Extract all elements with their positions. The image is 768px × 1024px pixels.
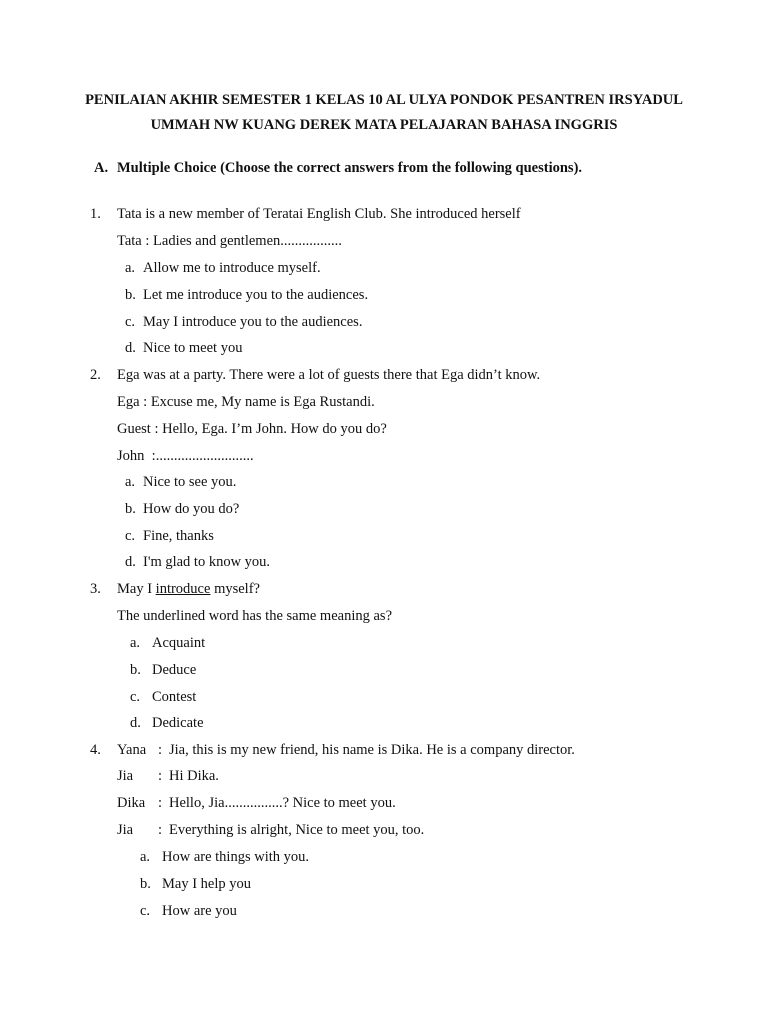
option-letter: b. [130, 662, 141, 678]
option-a [125, 473, 236, 491]
question-number: 2. [90, 367, 101, 383]
dialog-speaker: Jia [117, 768, 134, 784]
option-letter: a. [125, 474, 136, 490]
dialog-separator: : [144, 448, 156, 464]
question-number: 4. [90, 742, 101, 758]
option-letter: c. [125, 528, 136, 544]
dialog-separator: : [150, 421, 163, 437]
option-text: How are things with you. [162, 849, 309, 865]
option-d [125, 553, 270, 571]
option-letter: b. [140, 876, 151, 892]
question-stem: Ega was at a party. There were a lot of guests there that Ega didn’t know. [117, 367, 541, 383]
stem-after: myself? [210, 581, 260, 597]
option-text: I'm glad to know you. [143, 554, 271, 570]
question-number: 1. [90, 206, 101, 222]
option-text: May I help you [162, 876, 251, 892]
option-c [140, 902, 237, 920]
dialog-speaker: Yana [117, 742, 147, 758]
dialog-separator: : [139, 394, 151, 410]
dialog-line [117, 393, 375, 411]
option-letter: c. [125, 314, 136, 330]
dialog-speaker: Dika [117, 795, 146, 811]
document-title-line-2: UMMAH NW KUANG DEREK MATA PELAJARAN BAHASA INGGRIS [150, 117, 618, 133]
dialog-speaker: Guest [117, 421, 151, 437]
dialog-separator: : [158, 795, 163, 811]
option-letter: c. [130, 689, 141, 705]
question-number: 3. [90, 581, 101, 597]
option-b [125, 286, 368, 304]
underlined-word: introduce [155, 581, 211, 597]
option-letter: c. [140, 903, 151, 919]
section-heading-text: Multiple Choice (Choose the correct answers from the following questions). [117, 160, 583, 176]
dialog-separator: : [141, 233, 154, 249]
option-c [130, 688, 196, 706]
option-text: Allow me to introduce myself. [143, 260, 321, 276]
option-text: May I introduce you to the audiences. [143, 314, 363, 330]
dialog-speaker: Jia [117, 822, 134, 838]
dialog-separator: : [158, 768, 163, 784]
option-d [130, 714, 204, 732]
dialog-separator: : [158, 742, 163, 758]
option-letter: b. [125, 501, 136, 517]
option-d [125, 339, 242, 357]
option-text: How are you [162, 903, 237, 919]
option-text: Acquaint [152, 635, 206, 651]
option-letter: a. [140, 849, 151, 865]
option-text: Contest [152, 689, 197, 705]
option-c [125, 527, 214, 545]
option-letter: d. [125, 554, 136, 570]
section-letter: A. [94, 160, 109, 176]
stem-before: May I [117, 581, 156, 597]
option-a [140, 848, 309, 866]
dialog-text: Everything is alright, Nice to meet you, too. [169, 822, 425, 838]
dialog-text: ........................... [155, 448, 254, 464]
dialog-speaker: Ega [117, 394, 140, 410]
option-letter: a. [125, 260, 136, 276]
option-text: Fine, thanks [143, 528, 214, 544]
option-text: Let me introduce you to the audiences. [143, 287, 369, 303]
dialog-text: Hello, Ega. I’m John. How do you do? [162, 421, 387, 437]
question-instruction: The underlined word has the same meaning as? [117, 608, 393, 624]
option-letter: a. [130, 635, 141, 651]
dialog-speaker: John [117, 448, 145, 464]
dialog-line [117, 420, 387, 438]
section-heading [94, 160, 582, 177]
option-a [125, 259, 321, 277]
option-letter: b. [125, 287, 136, 303]
option-letter: d. [130, 715, 141, 731]
dialog-text: Excuse me, My name is Ega Rustandi. [150, 394, 375, 410]
option-text: Dedicate [152, 715, 204, 731]
dialog-separator: : [158, 822, 163, 838]
question-stem: Tata is a new member of Teratai English Club. She introduced herself [117, 206, 521, 222]
option-text: Deduce [152, 662, 197, 678]
option-b [130, 661, 196, 679]
option-letter: d. [125, 340, 136, 356]
dialog-line [117, 232, 342, 250]
option-a [130, 634, 205, 652]
option-text: Nice to meet you [143, 340, 243, 356]
dialog-speaker: Tata [117, 233, 142, 249]
option-text: Nice to see you. [143, 474, 237, 490]
option-c [125, 313, 362, 331]
option-b [140, 875, 251, 893]
option-text: How do you do? [143, 501, 240, 517]
dialog-line [117, 447, 254, 465]
document-title-line-1: PENILAIAN AKHIR SEMESTER 1 KELAS 10 AL ULYA PONDOK PESANTREN IRSYADUL [85, 92, 683, 108]
dialog-text: Hi Dika. [169, 768, 219, 784]
dialog-text: Jia, this is my new friend, his name is Dika. He is a company director. [169, 742, 575, 758]
dialog-text: Ladies and gentlemen................. [153, 233, 342, 249]
option-b [125, 500, 239, 518]
question-stem [117, 580, 260, 598]
dialog-text: Hello, Jia................? Nice to meet you. [169, 795, 396, 811]
